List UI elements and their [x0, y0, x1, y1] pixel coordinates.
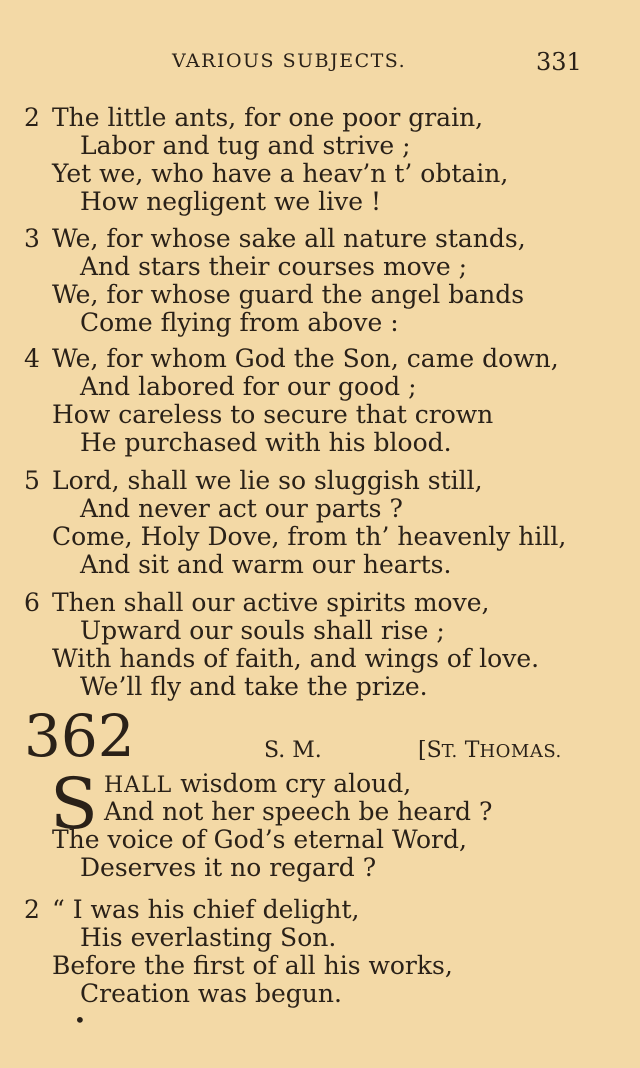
hymn-meter: S. M.: [264, 738, 322, 763]
first-word-caps: HALL: [104, 773, 173, 798]
tune-initial: S: [426, 738, 442, 763]
stanza-number: 2: [24, 103, 40, 132]
hymn-number: 362: [24, 702, 135, 770]
verse-line-first: [104, 770, 411, 800]
verse-line: We, for whose guard the angel bands: [52, 280, 525, 309]
verse-line: And sit and warm our hearts.: [80, 550, 452, 579]
verse-line: Yet we, who have a heav’n t’ obtain,: [52, 159, 509, 188]
tune-bracket: [: [418, 738, 427, 763]
verse-line: Before the first of all his works,: [52, 951, 453, 980]
verse-line: Upward our souls shall rise ;: [80, 616, 445, 645]
verse-line: And not her speech be heard ?: [104, 797, 493, 826]
verse-line: And labored for our good ;: [80, 372, 417, 401]
tune-name-rest: HOMAS.: [479, 741, 562, 762]
tune-name-initial: T: [464, 738, 480, 763]
verse-line: Labor and tug and strive ;: [80, 131, 411, 160]
tune-name: [418, 738, 562, 763]
verse-line: Lord, shall we lie so sluggish still,: [52, 466, 483, 495]
stanza-number: 2: [24, 895, 40, 924]
drop-cap: S: [50, 763, 98, 845]
stanza-number: 4: [24, 344, 40, 373]
verse-line: Come, Holy Dove, from th’ heavenly hill,: [52, 522, 567, 551]
verse-line: His everlasting Son.: [80, 923, 337, 952]
page-header: [0, 48, 640, 78]
verse-line: Creation was begun.: [80, 979, 342, 1008]
verse-line: And never act our parts ?: [80, 494, 403, 523]
first-line-rest: wisdom cry aloud,: [172, 769, 412, 798]
verse-line: He purchased with his blood.: [80, 428, 452, 457]
verse-line: And stars their courses move ;: [80, 252, 467, 281]
stanza-number: 5: [24, 466, 40, 495]
verse-line: How careless to secure that crown: [52, 400, 494, 429]
verse-line: We’ll fly and take the prize.: [80, 672, 428, 701]
verse-line: The voice of God’s eternal Word,: [52, 825, 467, 854]
verse-line: We, for whom God the Son, came down,: [52, 344, 559, 373]
stanza-number: 3: [24, 224, 40, 253]
running-title: VARIOUS SUBJECTS.: [172, 50, 407, 72]
verse-line: Then shall our active spirits move,: [52, 588, 490, 617]
verse-line: How negligent we live !: [80, 187, 382, 216]
verse-line: With hands of faith, and wings of love.: [52, 644, 540, 673]
tune-abbrev: T.: [441, 741, 458, 762]
footer-mark: •: [74, 1008, 86, 1032]
page-number: 331: [536, 48, 582, 76]
verse-line: Deserves it no regard ?: [80, 853, 377, 882]
verse-line: “ I was his chief delight,: [52, 895, 360, 924]
stanza-number: 6: [24, 588, 40, 617]
verse-line: The little ants, for one poor grain,: [52, 103, 484, 132]
verse-line: We, for whose sake all nature stands,: [52, 224, 526, 253]
verse-line: Come flying from above :: [80, 308, 399, 337]
